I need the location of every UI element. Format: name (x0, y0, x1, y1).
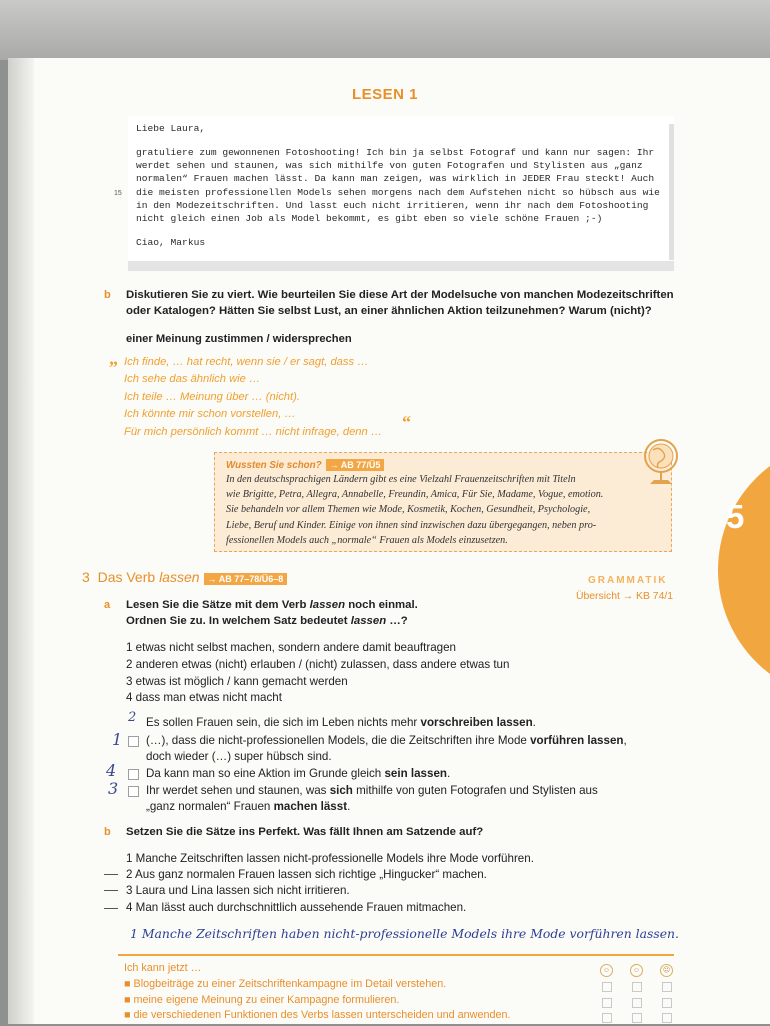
instruction-verb: lassen (309, 599, 346, 611)
sentence-text: . (446, 767, 451, 780)
task-label: b (104, 826, 111, 838)
instruction-text: Lesen Sie die Sätze mit dem Verb (126, 599, 310, 611)
section-number: 3 (82, 569, 90, 585)
sentence-verb: vorführen lassen (530, 734, 624, 747)
self-assessment-checkbox[interactable] (662, 998, 672, 1008)
answer-checkbox[interactable] (128, 769, 139, 780)
can-do-item (124, 1008, 510, 1024)
sentence-text: Es sollen Frauen sein, die sich im Leben nichts mehr (146, 716, 421, 729)
meaning-item: 1 etwas nicht selbst machen, sondern andere damit beauftragen (126, 641, 456, 654)
section-title-verb: lassen (159, 569, 200, 585)
letter-line: nicht gleich einen Job als Model bekommt, es gibt eben so viele schöne Frauen ;-) (136, 213, 603, 224)
info-line: Liebe, Beruf und Kinder. Einige von ihnen sind inzwischen dazu übergegangen, neben pro- (226, 519, 597, 531)
task-label: b (104, 289, 111, 301)
sentence-text: „ganz normalen“ Frauen (146, 800, 274, 813)
instruction-text: …? (386, 615, 408, 627)
meaning-item: 4 dass man etwas nicht macht (126, 691, 282, 704)
quote-close: “ (402, 412, 411, 432)
section-heading (82, 569, 287, 585)
self-assessment-checkbox[interactable] (632, 998, 642, 1008)
can-do-list (124, 961, 510, 1024)
bullet-icon: ■ (124, 1009, 131, 1022)
matching-sentence-continued (146, 799, 350, 815)
info-line: fessionellen Models auch „normale“ Frauen als Models einzusetzen. (226, 534, 508, 546)
matching-sentence (146, 783, 598, 799)
can-do-text: die verschiedenen Funktionen des Verbs lassen unterscheiden und anwenden. (133, 1009, 511, 1022)
handwritten-answer-line: 1 Manche Zeitschriften haben nicht-professionelle Models ihre Mode vorführen lassen. (130, 926, 679, 941)
task-instruction: Setzen Sie die Sätze ins Perfekt. Was fällt Ihnen am Satzende auf? (126, 826, 484, 838)
letter-greeting: Liebe Laura, (136, 123, 206, 134)
can-do-item (124, 993, 510, 1009)
workbook-reference-tag: → AB 77/Ü5 (326, 459, 385, 471)
grammar-overview-reference: Übersicht → KB 74/1 (576, 591, 674, 602)
sentence-verb: vorschreiben lassen (420, 716, 533, 729)
matching-sentence (146, 715, 536, 731)
info-heading-text: Wussten Sie schon? (226, 460, 322, 471)
handwritten-dash (104, 874, 118, 875)
handwritten-answer: 3 (108, 779, 119, 798)
info-box-heading (226, 459, 384, 471)
sentence-text: , (623, 734, 627, 747)
sentence-text: (…), dass die nicht-professionellen Models, die die Zeitschriften ihre Mode (146, 734, 531, 747)
task-instruction (126, 613, 408, 629)
page-spine-shadow (8, 58, 34, 1024)
smiley-neutral-icon: ☺ (630, 964, 643, 977)
matching-sentence (146, 766, 450, 782)
info-box-text (226, 472, 666, 548)
sentence-text: mithilfe von guten Fotografen und Stylisten aus (352, 784, 598, 797)
sentence-text: Ihr werdet sehen und staunen, was (146, 784, 330, 797)
info-line: wie Brigitte, Petra, Allegra, Annabelle, Freundin, Amica, Für Sie, Madame, Vogue, emotion. (226, 489, 604, 501)
letter-line: normalen“ Frauen machen lässt. Da kann man zeigen, was wirklich in JEDER Frau steckt! Auch (136, 173, 655, 184)
self-assessment-checkbox[interactable] (602, 1013, 612, 1023)
discussion-question: Diskutieren Sie zu viert. Wie beurteilen Sie diese Art der Modelsuche von manchen Modezeitschriften (126, 289, 674, 301)
section-title-text: Das Verb (97, 569, 156, 585)
task-instruction (126, 597, 418, 613)
perfekt-sentence: 4 Man lässt auch durchschnittlich aussehende Frauen mitmachen. (126, 901, 467, 914)
sentence-text: . (347, 800, 351, 813)
phrase-item: Ich finde, … hat recht, wenn sie / er sagt, dass … (124, 356, 369, 368)
self-assessment-checkbox[interactable] (662, 982, 672, 992)
answer-checkbox[interactable] (128, 736, 139, 747)
grammar-label: GRAMMATIK (588, 575, 668, 586)
handwritten-answer: 2 (128, 710, 137, 725)
sentence-verb: sein lassen (384, 767, 447, 780)
handwritten-dash (104, 908, 118, 909)
letter-line: gratuliere zum gewonnenen Fotoshooting! Ich bin ja selbst Fotograf und kann nur sagen: Ihr (136, 147, 655, 158)
sentence-verb: machen lässt (273, 800, 348, 813)
info-line: In den deutschsprachigen Ländern gibt es eine Vielzahl Frauenzeitschriften mit Titeln (226, 474, 576, 485)
phrase-item: Ich könnte mir schon vorstellen, … (124, 408, 296, 421)
matching-sentence (146, 733, 627, 749)
meaning-item: 3 etwas ist möglich / kann gemacht werden (126, 675, 348, 688)
can-do-heading: Ich kann jetzt … (124, 962, 202, 974)
self-assessment-checkbox[interactable] (632, 1013, 642, 1023)
self-assessment-checkbox[interactable] (602, 998, 612, 1008)
instruction-verb: lassen (350, 615, 387, 627)
instruction-text: Ordnen Sie zu. In welchem Satz bedeutet (126, 615, 351, 627)
meaning-item: 2 anderen etwas (nicht) erlauben / (nicht) zulassen, dass andere etwas tun (126, 658, 510, 671)
bullet-icon: ■ (124, 977, 131, 990)
sentence-text: . (532, 716, 536, 729)
can-do-text: meine eigene Meinung zu einer Kampagne formulieren. (133, 993, 400, 1006)
phrase-item: Für mich persönlich kommt … nicht infrage, denn … (124, 425, 383, 438)
self-assessment-checkbox[interactable] (632, 982, 642, 992)
matching-sentence-continued: doch wieder (…) super hübsch sind. (146, 750, 332, 763)
sentence-text: Da kann man so eine Aktion im Grunde gleich (146, 767, 385, 780)
phrase-list (124, 354, 382, 441)
handwritten-answer: 4 (106, 761, 117, 780)
perfekt-sentence: 3 Laura und Lina lassen sich nicht irritieren. (126, 884, 350, 897)
answer-checkbox[interactable] (128, 786, 139, 797)
line-number: 15 (114, 190, 122, 197)
phrase-item: Ich teile … Meinung über … (nicht). (124, 390, 300, 403)
letter-signoff: Ciao, Markus (136, 237, 206, 248)
section-title: LESEN 1 (351, 86, 419, 103)
letter-line: die meisten professionellen Models sehen morgens nach dem Aufstehen nicht so hübsch aus wie (136, 187, 660, 198)
scanner-top-edge (0, 0, 770, 60)
instruction-text: noch einmal. (345, 599, 418, 611)
info-line: Sie behandeln vor allem Themen wie Mode, Kosmetik, Kochen, Gesundheit, Psychologie, (226, 504, 591, 516)
phrases-title: einer Meinung zustimmen / widersprechen (126, 333, 352, 345)
can-do-text: Blogbeiträge zu einer Zeitschriftenkampagne im Detail verstehen. (133, 977, 447, 990)
perfekt-sentence: 1 Manche Zeitschriften lassen nicht-professionelle Models ihre Mode vorführen. (126, 852, 534, 865)
bullet-icon: ■ (124, 993, 131, 1006)
quote-open: „ (109, 348, 118, 368)
globe-icon (638, 434, 684, 486)
letter-line: werdet sehen und staunen, was sich mithilfe von guten Fotografen und Stylisten aus „ganz (136, 160, 643, 171)
phrase-item: Ich sehe das ähnlich wie … (124, 373, 261, 386)
handwritten-answer: 1 (112, 730, 123, 749)
sentence-verb: sich (329, 784, 353, 797)
can-do-item (124, 977, 510, 993)
letter-line: in den Modezeitschriften. Und lasst euch nicht irritieren, wenn ihr nach dem Fotoshooting (136, 200, 649, 211)
perfekt-sentence: 2 Aus ganz normalen Frauen lassen sich richtige „Hingucker“ machen. (126, 868, 487, 881)
letter-scroll-edge (669, 124, 674, 260)
smiley-sad-icon: ☹ (660, 964, 673, 977)
self-assessment-checkbox[interactable] (662, 1013, 672, 1023)
task-label: a (104, 599, 111, 611)
handwritten-dash (104, 890, 118, 891)
workbook-reference-tag: → AB 77–78/Ü6–8 (204, 573, 288, 585)
smiley-happy-icon: ☺ (600, 964, 613, 977)
chapter-number: 5 (726, 498, 745, 535)
discussion-question: oder Katalogen? Hätten Sie selbst Lust, an einer ähnlichen Aktion teilzunehmen? Warum (nicht)? (126, 305, 652, 317)
self-assessment-checkbox[interactable] (602, 982, 612, 992)
